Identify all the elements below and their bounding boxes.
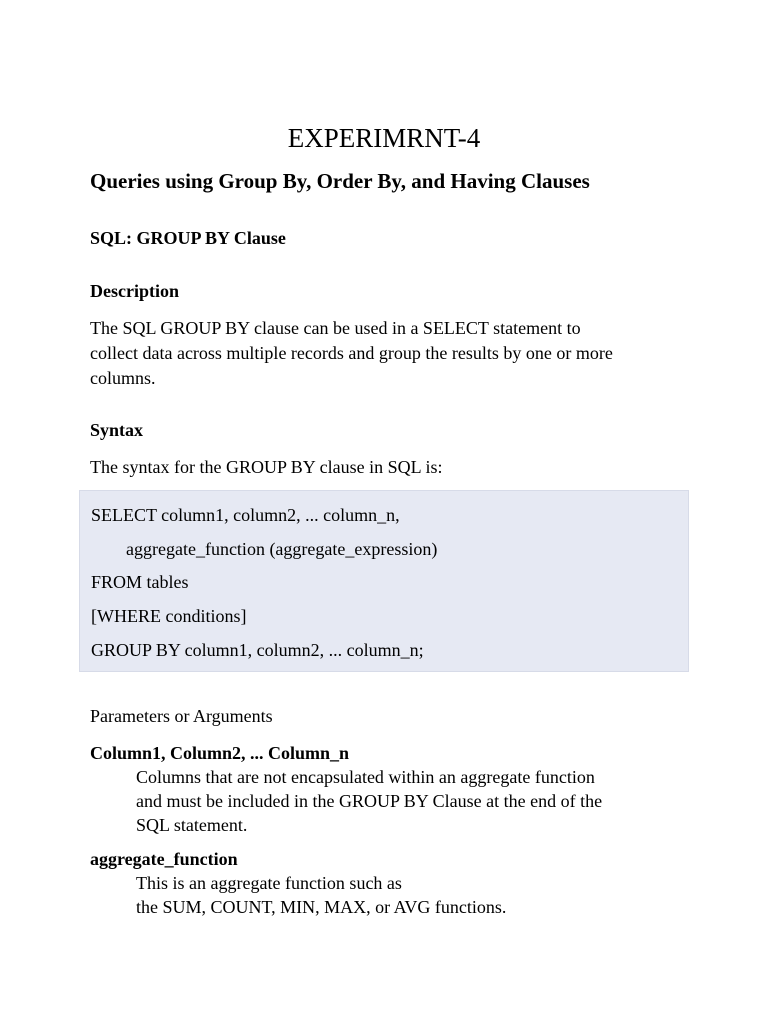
parameters-heading: Parameters or Arguments bbox=[90, 706, 273, 726]
page-subtitle: Queries using Group By, Order By, and Having Clauses bbox=[90, 169, 590, 193]
code-line: aggregate_function (aggregate_expression) bbox=[126, 539, 438, 559]
parameter-description-line: Columns that are not encapsulated within an aggregate function bbox=[136, 767, 595, 787]
syntax-heading: Syntax bbox=[90, 420, 144, 440]
code-line: FROM tables bbox=[91, 572, 189, 592]
description-heading: Description bbox=[90, 281, 179, 301]
description-line: The SQL GROUP BY clause can be used in a SELECT statement to bbox=[90, 318, 581, 338]
page-title: EXPERIMRNT-4 bbox=[287, 123, 481, 153]
parameter-description-line: the SUM, COUNT, MIN, MAX, or AVG functions. bbox=[136, 897, 507, 917]
description-line: columns. bbox=[90, 368, 156, 388]
syntax-intro: The syntax for the GROUP BY clause in SQL is: bbox=[90, 457, 443, 477]
code-line: [WHERE conditions] bbox=[91, 606, 247, 626]
parameter-name: aggregate_function bbox=[90, 849, 238, 869]
description-line: collect data across multiple records and group the results by one or more bbox=[90, 343, 613, 363]
section-heading: SQL: GROUP BY Clause bbox=[90, 228, 286, 248]
code-line: SELECT column1, column2, ... column_n, bbox=[91, 505, 400, 525]
parameter-name: Column1, Column2, ... Column_n bbox=[90, 743, 350, 763]
parameter-description-line: and must be included in the GROUP BY Clause at the end of the bbox=[136, 791, 603, 811]
parameter-description-line: SQL statement. bbox=[136, 815, 248, 835]
parameter-description-line: This is an aggregate function such as bbox=[136, 873, 402, 893]
code-line: GROUP BY column1, column2, ... column_n; bbox=[91, 640, 424, 660]
syntax-code-block bbox=[79, 490, 689, 672]
